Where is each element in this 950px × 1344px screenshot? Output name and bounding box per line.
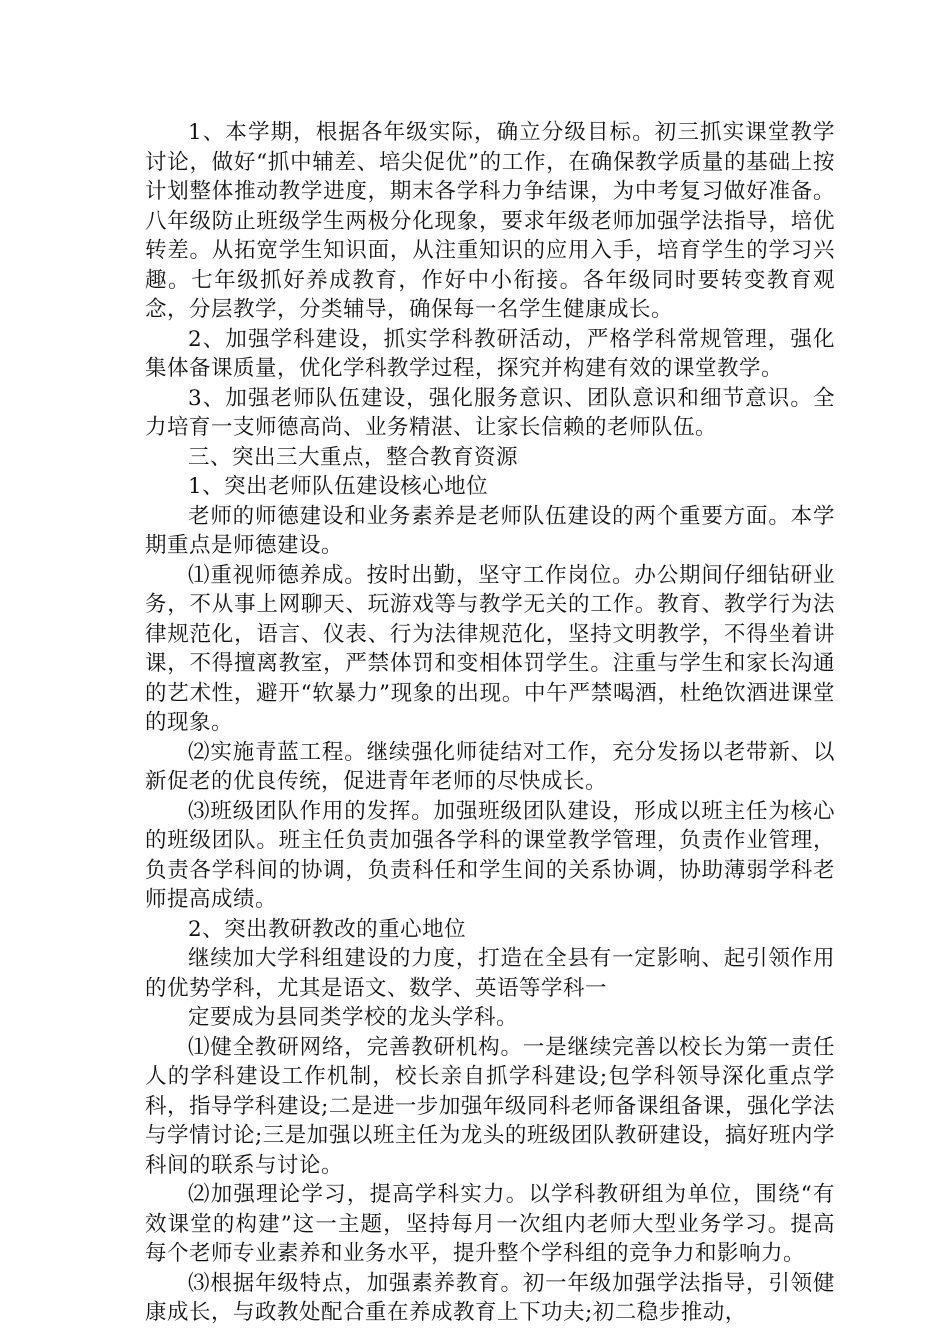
subsection-heading: 2、突出教研教改的重心地位 [188,916,467,942]
section-heading: 三、突出三大重点，整合教育资源 [188,444,519,470]
paragraph: 1、本学期，根据各年级实际，确立分级目标。初三抓实课堂教学讨论，做好“抓中辅差、培尖促优”的工作，在确保教学质量的基础上按计划整体推动教学进度，期末各学科力争结课，为中考复习做好准备。八年级防止班级学生两极分化现象，要求年级老师加强学法指导，培优转差。从拓宽学生知识面，从注重知识的应用入手，培育学生的学习兴趣。七年级抓好养成教育，作好中小衔接。各年级同时要转变教育观念，分层教学，分类辅导，确保每一名学生健康成长。 [145,120,835,322]
paragraph: ⑴健全教研网络，完善教研机构。一是继续完善以校长为第一责任人的学科建设工作机制，校长亲自抓学科建设;包学科领导深化重点学科，指导学科建设;二是进一步加强年级同科老师备课组备课，强化学法与学情讨论;三是加强以班主任为龙头的班级团队教研建设，搞好班内学科间的联系与讨论。 [145,1034,835,1178]
paragraph: ⑴重视师德养成。按时出勤，坚守工作岗位。办公期间仔细钻研业务，不从事上网聊天、玩游戏等与教学无关的工作。教育、教学行为法律规范化，语言、仪表、行为法律规范化，坚持文明教学，不得坐着讲课，不得擅离教室，严禁体罚和变相体罚学生。注重与学生和家长沟通的艺术性，避开“软暴力”现象的出现。中午严禁喝酒，杜绝饮酒进课堂的现象。 [145,562,835,735]
document-body [145,118,835,1328]
paragraph: 继续加大学科组建设的力度，打造在全县有一定影响、起引领作用的优势学科，尤其是语文、数学、英语等学科一 [145,946,835,1001]
paragraph: 2、加强学科建设，抓实学科教研活动，严格学科常规管理，强化集体备课质量，优化学科教学过程，探究并构建有效的课堂教学。 [145,326,835,381]
paragraph: 老师的师德建设和业务素养是老师队伍建设的两个重要方面。本学期重点是师德建设。 [145,503,835,558]
paragraph: ⑶根据年级特点，加强素养教育。初一年级加强学法指导，引领健康成长，与政教处配合重在养成教育上下功夫;初二稳步推动， [145,1270,835,1325]
paragraph: 3、加强老师队伍建设，强化服务意识、团队意识和细节意识。全力培育一支师德高尚、业务精湛、让家长信赖的老师队伍。 [145,385,835,440]
paragraph: ⑵实施青蓝工程。继续强化师徒结对工作，充分发扬以老带新、以新促老的优良传统，促进青年老师的尽快成长。 [145,739,835,794]
paragraph: ⑶班级团队作用的发挥。加强班级团队建设，形成以班主任为核心的班级团队。班主任负责加强各学科的课堂教学管理，负责作业管理，负责各学科间的协调，负责科任和学生间的关系协调，协助薄弱学科老师提高成绩。 [145,798,835,912]
paragraph: 定要成为县同类学校的龙头学科。 [188,1005,519,1030]
subsection-heading: 1、突出老师队伍建设核心地位 [188,474,489,499]
paragraph: ⑵加强理论学习，提高学科实力。以学科教研组为单位，围绕“有效课堂的构建”这一主题，坚持每月一次组内老师大型业务学习。提高每个老师专业素养和业务水平，提升整个学科组的竞争力和影响力。 [145,1182,835,1266]
